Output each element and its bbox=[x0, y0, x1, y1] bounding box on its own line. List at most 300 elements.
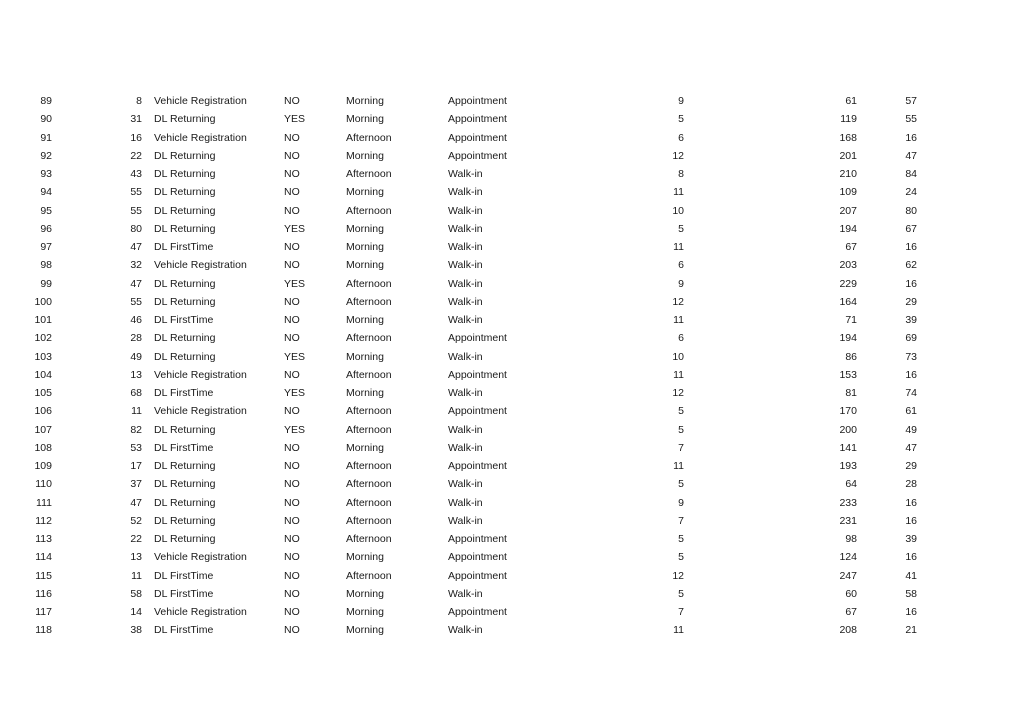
wait-cell: 11 bbox=[673, 460, 684, 472]
visit-type-cell: Appointment bbox=[448, 405, 507, 418]
row-id-cell: 110 bbox=[35, 478, 52, 491]
table-row bbox=[0, 293, 1024, 311]
visit-type-cell: Walk-in bbox=[448, 387, 483, 399]
table-row bbox=[0, 348, 1024, 366]
visit-type-cell: Appointment bbox=[448, 368, 507, 381]
score-cell: 28 bbox=[905, 478, 917, 491]
table-row bbox=[0, 439, 1024, 457]
table-row bbox=[0, 621, 1024, 639]
time-of-day-cell: Morning bbox=[346, 113, 384, 126]
duration-cell: 194 bbox=[839, 222, 857, 235]
time-of-day-cell: Afternoon bbox=[346, 368, 392, 381]
service-cell: DL Returning bbox=[154, 222, 216, 235]
row-id-cell: 106 bbox=[34, 405, 52, 418]
age-cell: 52 bbox=[130, 514, 142, 527]
insured-cell: NO bbox=[284, 241, 300, 253]
time-of-day-cell: Afternoon bbox=[346, 131, 392, 144]
duration-cell: 141 bbox=[839, 441, 857, 454]
time-of-day-cell: Afternoon bbox=[346, 405, 392, 418]
row-id-cell: 99 bbox=[40, 277, 52, 290]
duration-cell: 153 bbox=[839, 368, 857, 381]
score-cell: 39 bbox=[905, 314, 917, 326]
spacer-cell bbox=[142, 202, 154, 220]
wait-cell: 7 bbox=[678, 514, 684, 527]
service-cell: DL Returning bbox=[154, 460, 216, 472]
service-cell: Vehicle Registration bbox=[154, 405, 247, 418]
insured-cell: NO bbox=[284, 204, 300, 217]
wait-cell: 6 bbox=[678, 131, 684, 144]
table-row bbox=[0, 530, 1024, 548]
time-of-day-cell: Morning bbox=[346, 624, 384, 637]
wait-cell: 6 bbox=[678, 259, 684, 272]
row-id-cell: 100 bbox=[34, 295, 52, 308]
table-row bbox=[0, 329, 1024, 347]
wait-cell: 12 bbox=[672, 569, 684, 582]
age-cell: 17 bbox=[130, 460, 142, 472]
insured-cell: NO bbox=[284, 496, 300, 509]
score-cell: 16 bbox=[905, 241, 917, 253]
time-of-day-cell: Morning bbox=[346, 241, 384, 253]
insured-cell: NO bbox=[284, 95, 300, 107]
wait-cell: 9 bbox=[678, 95, 684, 107]
visit-type-cell: Walk-in bbox=[448, 441, 483, 454]
score-cell: 55 bbox=[905, 113, 917, 126]
insured-cell: NO bbox=[284, 131, 300, 144]
insured-cell: YES bbox=[284, 277, 306, 290]
duration-cell: 168 bbox=[839, 131, 857, 144]
score-cell: 24 bbox=[905, 186, 917, 199]
duration-cell: 229 bbox=[839, 277, 857, 290]
duration-cell: 247 bbox=[839, 569, 857, 582]
duration-cell: 201 bbox=[839, 149, 857, 162]
table-row bbox=[0, 147, 1024, 165]
table-row bbox=[0, 275, 1024, 293]
visit-type-cell: Appointment bbox=[448, 95, 507, 107]
service-cell: DL Returning bbox=[154, 350, 216, 363]
table-row bbox=[0, 110, 1024, 128]
spacer-cell bbox=[142, 110, 154, 128]
visit-type-cell: Walk-in bbox=[448, 423, 483, 436]
row-id-cell: 102 bbox=[34, 332, 52, 345]
row-id-cell: 118 bbox=[35, 624, 52, 637]
insured-cell: NO bbox=[284, 149, 300, 162]
table-row bbox=[0, 548, 1024, 566]
score-cell: 21 bbox=[905, 624, 917, 637]
time-of-day-cell: Morning bbox=[346, 149, 384, 162]
spacer-cell bbox=[142, 129, 154, 147]
row-id-cell: 101 bbox=[34, 314, 52, 326]
score-cell: 49 bbox=[905, 423, 917, 436]
wait-cell: 11 bbox=[673, 241, 684, 253]
row-id-cell: 111 bbox=[36, 496, 52, 509]
duration-cell: 67 bbox=[845, 241, 857, 253]
service-cell: DL Returning bbox=[154, 533, 216, 545]
visit-type-cell: Walk-in bbox=[448, 514, 483, 527]
score-cell: 29 bbox=[905, 460, 917, 472]
duration-cell: 164 bbox=[839, 295, 857, 308]
table-row bbox=[0, 366, 1024, 384]
row-id-cell: 107 bbox=[34, 423, 52, 436]
spacer-cell bbox=[142, 275, 154, 293]
visit-type-cell: Walk-in bbox=[448, 277, 483, 290]
spacer-cell bbox=[142, 183, 154, 201]
spacer-cell bbox=[142, 256, 154, 274]
wait-cell: 6 bbox=[678, 332, 684, 345]
row-id-cell: 117 bbox=[35, 606, 52, 618]
spacer-cell bbox=[142, 603, 154, 621]
duration-cell: 170 bbox=[839, 405, 857, 418]
spacer-cell bbox=[142, 494, 154, 512]
wait-cell: 9 bbox=[678, 496, 684, 509]
row-id-cell: 94 bbox=[40, 186, 52, 199]
table-row bbox=[0, 238, 1024, 256]
time-of-day-cell: Afternoon bbox=[346, 514, 392, 527]
wait-cell: 12 bbox=[672, 149, 684, 162]
time-of-day-cell: Morning bbox=[346, 587, 384, 600]
spacer-cell bbox=[142, 92, 154, 110]
time-of-day-cell: Afternoon bbox=[346, 295, 392, 308]
duration-cell: 193 bbox=[839, 460, 857, 472]
spacer-cell bbox=[142, 548, 154, 566]
row-id-cell: 115 bbox=[35, 569, 52, 582]
table-row bbox=[0, 311, 1024, 329]
duration-cell: 194 bbox=[839, 332, 857, 345]
duration-cell: 81 bbox=[845, 387, 857, 399]
table-row bbox=[0, 92, 1024, 110]
time-of-day-cell: Morning bbox=[346, 551, 384, 564]
service-cell: DL Returning bbox=[154, 277, 216, 290]
table-row bbox=[0, 512, 1024, 530]
time-of-day-cell: Afternoon bbox=[346, 168, 392, 180]
service-cell: DL Returning bbox=[154, 295, 216, 308]
duration-cell: 109 bbox=[839, 186, 857, 199]
age-cell: 47 bbox=[130, 241, 142, 253]
table-row bbox=[0, 220, 1024, 238]
wait-cell: 9 bbox=[678, 277, 684, 290]
spacer-cell bbox=[142, 585, 154, 603]
time-of-day-cell: Morning bbox=[346, 186, 384, 199]
age-cell: 37 bbox=[130, 478, 142, 491]
wait-cell: 5 bbox=[678, 113, 684, 126]
row-id-cell: 116 bbox=[35, 587, 52, 600]
spacer-cell bbox=[142, 348, 154, 366]
age-cell: 38 bbox=[130, 624, 142, 637]
age-cell: 11 bbox=[131, 405, 142, 418]
visit-type-cell: Appointment bbox=[448, 131, 507, 144]
age-cell: 22 bbox=[130, 149, 142, 162]
spacer-cell bbox=[142, 329, 154, 347]
row-id-cell: 96 bbox=[40, 222, 52, 235]
row-id-cell: 97 bbox=[40, 241, 52, 253]
age-cell: 82 bbox=[130, 423, 142, 436]
wait-cell: 11 bbox=[673, 186, 684, 199]
visit-type-cell: Appointment bbox=[448, 569, 507, 582]
score-cell: 80 bbox=[905, 204, 917, 217]
visit-type-cell: Appointment bbox=[448, 149, 507, 162]
visit-type-cell: Appointment bbox=[448, 551, 507, 564]
table-row bbox=[0, 603, 1024, 621]
score-cell: 74 bbox=[905, 387, 917, 399]
age-cell: 55 bbox=[130, 204, 142, 217]
insured-cell: NO bbox=[284, 314, 300, 326]
score-cell: 41 bbox=[905, 569, 917, 582]
duration-cell: 67 bbox=[845, 606, 857, 618]
age-cell: 8 bbox=[136, 95, 142, 107]
service-cell: DL FirstTime bbox=[154, 314, 214, 326]
service-cell: DL Returning bbox=[154, 332, 216, 345]
insured-cell: YES bbox=[284, 423, 306, 436]
duration-cell: 60 bbox=[845, 587, 857, 600]
age-cell: 68 bbox=[130, 387, 142, 399]
service-cell: DL Returning bbox=[154, 514, 216, 527]
service-cell: DL FirstTime bbox=[154, 241, 214, 253]
duration-cell: 208 bbox=[839, 624, 857, 637]
row-id-cell: 98 bbox=[40, 259, 52, 272]
time-of-day-cell: Afternoon bbox=[346, 496, 392, 509]
visit-type-cell: Appointment bbox=[448, 113, 507, 126]
wait-cell: 7 bbox=[678, 606, 684, 618]
table-row bbox=[0, 475, 1024, 493]
row-id-cell: 93 bbox=[40, 168, 52, 180]
duration-cell: 119 bbox=[840, 113, 857, 126]
service-cell: DL FirstTime bbox=[154, 387, 214, 399]
age-cell: 80 bbox=[130, 222, 142, 235]
service-cell: DL FirstTime bbox=[154, 569, 214, 582]
age-cell: 53 bbox=[130, 441, 142, 454]
visit-type-cell: Walk-in bbox=[448, 204, 483, 217]
insured-cell: NO bbox=[284, 587, 300, 600]
spacer-cell bbox=[142, 311, 154, 329]
score-cell: 57 bbox=[905, 95, 917, 107]
service-cell: DL Returning bbox=[154, 149, 216, 162]
visit-type-cell: Walk-in bbox=[448, 222, 483, 235]
table-row bbox=[0, 402, 1024, 420]
duration-cell: 203 bbox=[839, 259, 857, 272]
service-cell: Vehicle Registration bbox=[154, 95, 247, 107]
wait-cell: 5 bbox=[678, 405, 684, 418]
row-id-cell: 108 bbox=[34, 441, 52, 454]
wait-cell: 11 bbox=[673, 368, 684, 381]
time-of-day-cell: Afternoon bbox=[346, 204, 392, 217]
insured-cell: NO bbox=[284, 368, 300, 381]
time-of-day-cell: Morning bbox=[346, 350, 384, 363]
wait-cell: 5 bbox=[678, 222, 684, 235]
row-id-cell: 91 bbox=[40, 131, 52, 144]
time-of-day-cell: Afternoon bbox=[346, 478, 392, 491]
spacer-cell bbox=[142, 147, 154, 165]
score-cell: 29 bbox=[905, 295, 917, 308]
insured-cell: NO bbox=[284, 551, 300, 564]
spacer-cell bbox=[142, 512, 154, 530]
wait-cell: 10 bbox=[672, 204, 684, 217]
insured-cell: NO bbox=[284, 295, 300, 308]
table-row bbox=[0, 202, 1024, 220]
age-cell: 47 bbox=[130, 496, 142, 509]
duration-cell: 200 bbox=[839, 423, 857, 436]
insured-cell: NO bbox=[284, 186, 300, 199]
insured-cell: NO bbox=[284, 405, 300, 418]
service-cell: DL Returning bbox=[154, 423, 216, 436]
visit-type-cell: Walk-in bbox=[448, 314, 483, 326]
service-cell: DL FirstTime bbox=[154, 587, 214, 600]
age-cell: 58 bbox=[130, 587, 142, 600]
row-id-cell: 90 bbox=[40, 113, 52, 126]
visit-type-cell: Walk-in bbox=[448, 259, 483, 272]
spacer-cell bbox=[142, 402, 154, 420]
table-row bbox=[0, 384, 1024, 402]
spacer-cell bbox=[142, 293, 154, 311]
spacer-cell bbox=[142, 384, 154, 402]
insured-cell: NO bbox=[284, 332, 300, 345]
duration-cell: 61 bbox=[845, 95, 857, 107]
table-row bbox=[0, 165, 1024, 183]
row-id-cell: 92 bbox=[40, 149, 52, 162]
time-of-day-cell: Afternoon bbox=[346, 423, 392, 436]
wait-cell: 5 bbox=[678, 423, 684, 436]
visit-type-cell: Walk-in bbox=[448, 295, 483, 308]
service-cell: Vehicle Registration bbox=[154, 131, 247, 144]
wait-cell: 5 bbox=[678, 551, 684, 564]
row-id-cell: 103 bbox=[34, 350, 52, 363]
age-cell: 55 bbox=[130, 186, 142, 199]
visit-type-cell: Walk-in bbox=[448, 624, 483, 637]
time-of-day-cell: Afternoon bbox=[346, 460, 392, 472]
age-cell: 43 bbox=[130, 168, 142, 180]
insured-cell: YES bbox=[284, 387, 306, 399]
insured-cell: NO bbox=[284, 569, 300, 582]
visit-type-cell: Walk-in bbox=[448, 478, 483, 491]
row-id-cell: 105 bbox=[34, 387, 52, 399]
table-row bbox=[0, 256, 1024, 274]
service-cell: DL FirstTime bbox=[154, 441, 214, 454]
row-id-cell: 114 bbox=[35, 551, 52, 564]
age-cell: 14 bbox=[130, 606, 142, 618]
age-cell: 13 bbox=[130, 551, 142, 564]
service-cell: DL Returning bbox=[154, 186, 216, 199]
row-id-cell: 95 bbox=[40, 204, 52, 217]
service-cell: DL Returning bbox=[154, 478, 216, 491]
age-cell: 28 bbox=[130, 332, 142, 345]
insured-cell: NO bbox=[284, 168, 300, 180]
duration-cell: 86 bbox=[845, 350, 857, 363]
spacer-cell bbox=[142, 366, 154, 384]
insured-cell: NO bbox=[284, 514, 300, 527]
table-body bbox=[0, 92, 1024, 640]
spacer-cell bbox=[142, 567, 154, 585]
visit-type-cell: Appointment bbox=[448, 533, 507, 545]
time-of-day-cell: Morning bbox=[346, 95, 384, 107]
time-of-day-cell: Afternoon bbox=[346, 569, 392, 582]
score-cell: 73 bbox=[905, 350, 917, 363]
visit-type-cell: Walk-in bbox=[448, 350, 483, 363]
spacer-cell bbox=[142, 457, 154, 475]
visit-type-cell: Appointment bbox=[448, 606, 507, 618]
service-cell: DL Returning bbox=[154, 168, 216, 180]
age-cell: 47 bbox=[130, 277, 142, 290]
time-of-day-cell: Morning bbox=[346, 387, 384, 399]
service-cell: DL Returning bbox=[154, 496, 216, 509]
row-id-cell: 89 bbox=[40, 95, 52, 107]
duration-cell: 231 bbox=[839, 514, 857, 527]
insured-cell: YES bbox=[284, 350, 306, 363]
age-cell: 11 bbox=[131, 569, 142, 582]
wait-cell: 5 bbox=[678, 587, 684, 600]
service-cell: Vehicle Registration bbox=[154, 259, 247, 272]
age-cell: 55 bbox=[130, 295, 142, 308]
insured-cell: NO bbox=[284, 624, 300, 637]
score-cell: 61 bbox=[905, 405, 917, 418]
time-of-day-cell: Morning bbox=[346, 606, 384, 618]
wait-cell: 5 bbox=[678, 478, 684, 491]
score-cell: 16 bbox=[905, 551, 917, 564]
data-table bbox=[0, 92, 1024, 640]
visit-type-cell: Appointment bbox=[448, 460, 507, 472]
score-cell: 16 bbox=[905, 606, 917, 618]
age-cell: 49 bbox=[130, 350, 142, 363]
visit-type-cell: Walk-in bbox=[448, 587, 483, 600]
time-of-day-cell: Morning bbox=[346, 259, 384, 272]
duration-cell: 233 bbox=[839, 496, 857, 509]
service-cell: DL FirstTime bbox=[154, 624, 214, 637]
visit-type-cell: Walk-in bbox=[448, 168, 483, 180]
visit-type-cell: Walk-in bbox=[448, 241, 483, 253]
insured-cell: NO bbox=[284, 460, 300, 472]
table-row bbox=[0, 129, 1024, 147]
insured-cell: YES bbox=[284, 222, 306, 235]
insured-cell: NO bbox=[284, 478, 300, 491]
service-cell: Vehicle Registration bbox=[154, 368, 247, 381]
wait-cell: 12 bbox=[672, 387, 684, 399]
spacer-cell bbox=[142, 475, 154, 493]
visit-type-cell: Appointment bbox=[448, 332, 507, 345]
score-cell: 47 bbox=[905, 441, 917, 454]
time-of-day-cell: Morning bbox=[346, 441, 384, 454]
insured-cell: NO bbox=[284, 533, 300, 545]
time-of-day-cell: Morning bbox=[346, 314, 384, 326]
spacer-cell bbox=[142, 421, 154, 439]
insured-cell: YES bbox=[284, 113, 306, 126]
spacer-cell bbox=[142, 220, 154, 238]
service-cell: Vehicle Registration bbox=[154, 606, 247, 618]
insured-cell: NO bbox=[284, 441, 300, 454]
score-cell: 62 bbox=[905, 259, 917, 272]
insured-cell: NO bbox=[284, 259, 300, 272]
service-cell: Vehicle Registration bbox=[154, 551, 247, 564]
time-of-day-cell: Morning bbox=[346, 222, 384, 235]
duration-cell: 210 bbox=[839, 168, 857, 180]
age-cell: 22 bbox=[130, 533, 142, 545]
wait-cell: 5 bbox=[678, 533, 684, 545]
score-cell: 16 bbox=[905, 131, 917, 144]
row-id-cell: 104 bbox=[34, 368, 52, 381]
age-cell: 31 bbox=[130, 113, 142, 126]
wait-cell: 10 bbox=[672, 350, 684, 363]
score-cell: 67 bbox=[905, 222, 917, 235]
score-cell: 58 bbox=[905, 587, 917, 600]
score-cell: 39 bbox=[905, 533, 917, 545]
duration-cell: 207 bbox=[839, 204, 857, 217]
wait-cell: 8 bbox=[678, 168, 684, 180]
table-row bbox=[0, 494, 1024, 512]
wait-cell: 11 bbox=[673, 314, 684, 326]
spacer-cell bbox=[142, 439, 154, 457]
time-of-day-cell: Afternoon bbox=[346, 533, 392, 545]
duration-cell: 98 bbox=[845, 533, 857, 545]
visit-type-cell: Walk-in bbox=[448, 186, 483, 199]
wait-cell: 12 bbox=[672, 295, 684, 308]
table-row bbox=[0, 585, 1024, 603]
duration-cell: 124 bbox=[839, 551, 857, 564]
